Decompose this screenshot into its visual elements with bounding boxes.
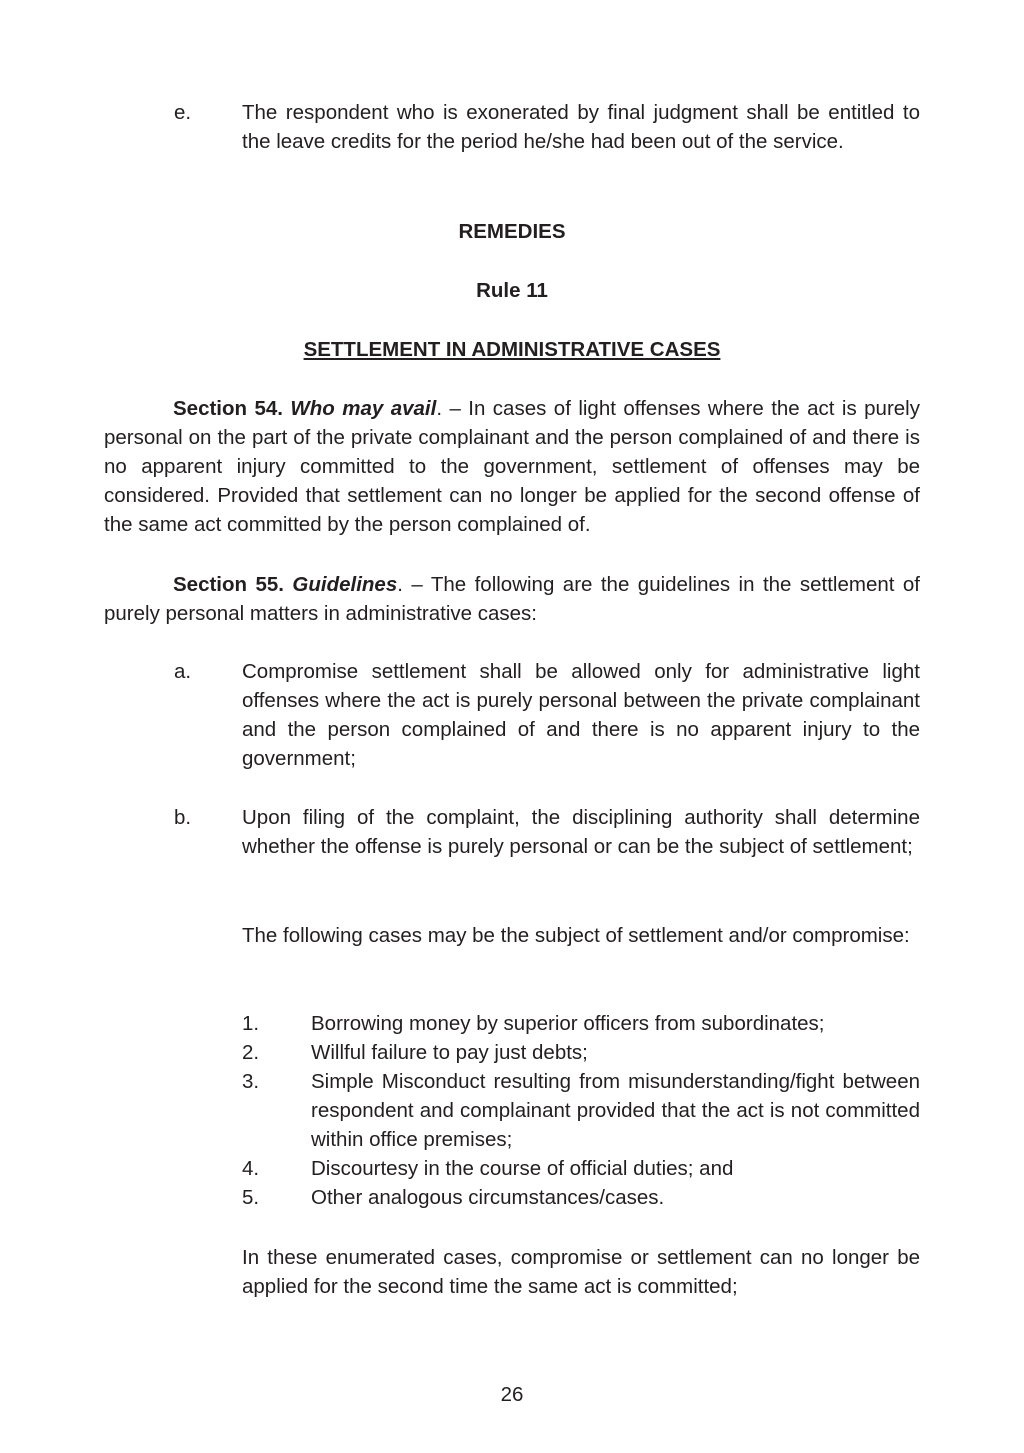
section-54-title: Who may avail (290, 397, 437, 420)
list-item (242, 1038, 920, 1067)
closing-paragraph: In these enumerated cases, compromise or settlement can no longer be applied for the second time the same act is committed; (242, 1246, 920, 1298)
list-item (242, 1067, 920, 1154)
following-cases-paragraph: The following cases may be the subject of settlement and/or compromise: (242, 924, 910, 947)
list-item-b (174, 803, 920, 861)
list-item-text: Compromise settlement shall be allowed only for administrative light offenses where the act is purely personal between the private complainant and the person complained of and there is no apparent injury to the government; (242, 660, 920, 770)
list-item-text: Discourtesy in the course of official duties; and (311, 1157, 734, 1180)
section-54-paragraph (104, 394, 920, 539)
list-item-e (174, 98, 920, 156)
list-marker: 4. (242, 1157, 260, 1180)
list-marker: a. (174, 660, 192, 683)
section-54-label: Section 54. (173, 397, 283, 420)
section-55-label: Section 55. (173, 573, 284, 596)
list-item-text: Borrowing money by superior officers from subordinates; (311, 1012, 825, 1035)
list-item (242, 1009, 920, 1038)
list-marker: 3. (242, 1070, 260, 1093)
page-number: 26 (500, 1383, 524, 1406)
section-54-text: . – In cases of light offenses where the act is purely personal on the part of the private complainant and the person complained of and there is no apparent injury committed to the government, settlement of offenses may be considered. Provided that settlement can no longer be applied for the second offense of the same act committed by the person complained of. (104, 397, 920, 536)
list-marker: 2. (242, 1041, 260, 1064)
list-item-text: The respondent who is exonerated by final judgment shall be entitled to the leave credits for the period he/she had been out of the service. (242, 101, 920, 153)
section-55-paragraph (104, 570, 920, 628)
heading-remedies: REMEDIES (458, 220, 566, 243)
section-55-title: Guidelines (292, 573, 398, 596)
list-item-text: Upon filing of the complaint, the disciplining authority shall determine whether the offense is purely personal or can be the subject of settlement; (242, 806, 920, 858)
section-55-text: . – The following are the guidelines in the settlement of purely personal matters in administrative cases: (104, 573, 920, 625)
list-marker: 1. (242, 1012, 260, 1035)
list-item (242, 1183, 920, 1212)
list-marker: e. (174, 101, 192, 124)
heading-rule: Rule 11 (476, 279, 548, 302)
list-item (242, 1154, 920, 1183)
list-marker: b. (174, 806, 192, 829)
list-item-a (174, 657, 920, 773)
heading-settlement: SETTLEMENT IN ADMINISTRATIVE CASES (303, 338, 721, 361)
list-marker: 5. (242, 1186, 260, 1209)
list-item-text: Simple Misconduct resulting from misunderstanding/fight between respondent and complainant provided that the act is not committed within office premises; (311, 1070, 920, 1151)
list-item-text: Willful failure to pay just debts; (311, 1041, 588, 1064)
list-item-text: Other analogous circumstances/cases. (311, 1186, 665, 1209)
cases-list (242, 1009, 920, 1212)
